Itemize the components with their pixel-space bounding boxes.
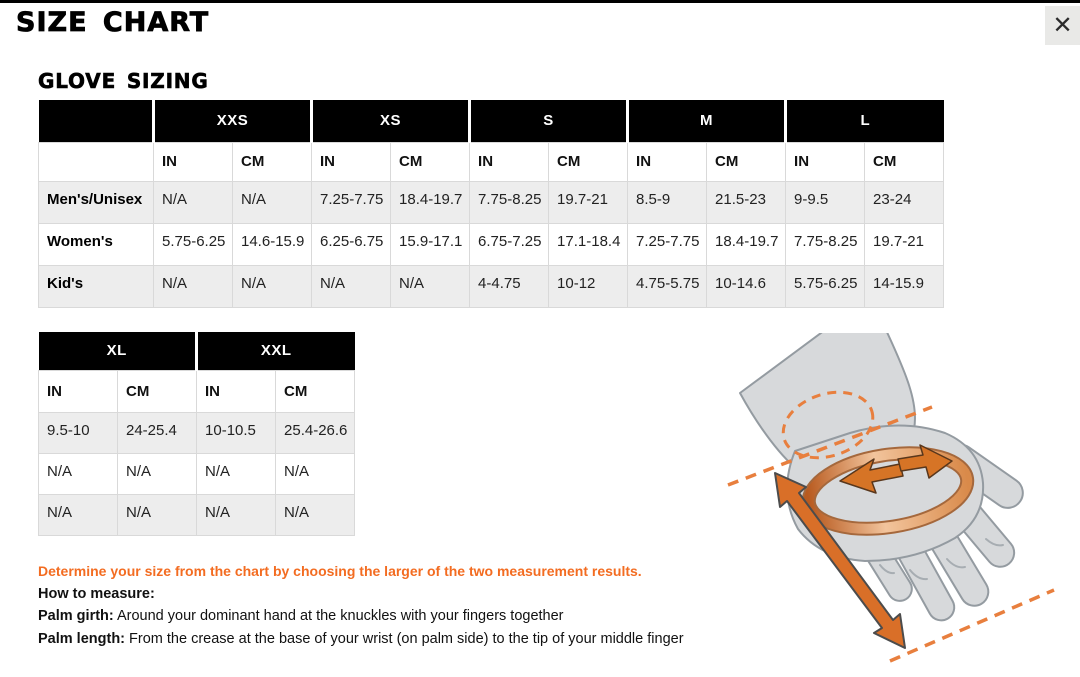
unit-header: CM — [391, 142, 470, 181]
unit-header: IN — [154, 142, 233, 181]
size-value: 6.75-7.25 — [470, 223, 549, 265]
size-value: N/A — [39, 453, 118, 494]
corner-cell — [39, 100, 154, 142]
close-icon: ✕ — [1052, 11, 1073, 39]
row-label: Kid's — [39, 265, 154, 307]
size-value: 10-14.6 — [707, 265, 786, 307]
size-value: 8.5-9 — [628, 181, 707, 223]
size-value: N/A — [154, 265, 233, 307]
size-value: 18.4-19.7 — [707, 223, 786, 265]
glove-size-table-main — [38, 100, 944, 308]
size-value: 10-10.5 — [197, 412, 276, 453]
glove-size-table-xl — [38, 332, 355, 536]
row-label: Women's — [39, 223, 154, 265]
size-value: 25.4-26.6 — [276, 412, 355, 453]
size-value: 5.75-6.25 — [786, 265, 865, 307]
hand-measurement-illustration — [700, 333, 1080, 677]
unit-header: IN — [312, 142, 391, 181]
size-header-row — [39, 100, 944, 142]
size-value: 7.25-7.75 — [628, 223, 707, 265]
unit-header: IN — [628, 142, 707, 181]
size-value: 14-15.9 — [865, 265, 944, 307]
how-to-measure-heading: How to measure: — [38, 585, 155, 602]
size-value: 9-9.5 — [786, 181, 865, 223]
size-value: 4-4.75 — [470, 265, 549, 307]
size-value: N/A — [118, 453, 197, 494]
size-value: 23-24 — [865, 181, 944, 223]
size-value: 24-25.4 — [118, 412, 197, 453]
size-value: 7.75-8.25 — [786, 223, 865, 265]
size-value: 4.75-5.75 — [628, 265, 707, 307]
size-value: 21.5-23 — [707, 181, 786, 223]
size-value: 6.25-6.75 — [312, 223, 391, 265]
size-value: N/A — [391, 265, 470, 307]
unit-header: CM — [865, 142, 944, 181]
size-header-xxs: XXS — [154, 100, 312, 142]
unit-header-row — [39, 142, 944, 181]
size-value: N/A — [39, 494, 118, 535]
size-value: 7.75-8.25 — [470, 181, 549, 223]
unit-header: CM — [276, 370, 355, 412]
unit-header-row — [39, 370, 355, 412]
size-value: N/A — [197, 453, 276, 494]
size-value: 19.7-21 — [549, 181, 628, 223]
unit-header: CM — [233, 142, 312, 181]
size-header-s: S — [470, 100, 628, 142]
table-row-kids-xl — [39, 494, 355, 535]
palm-length-text: From the crease at the base of your wrist (on palm side) to the tip of your middle finger — [125, 630, 684, 647]
row-label: Men's/Unisex — [39, 181, 154, 223]
size-value: 18.4-19.7 — [391, 181, 470, 223]
size-value: N/A — [197, 494, 276, 535]
size-value: N/A — [233, 265, 312, 307]
size-value: N/A — [276, 453, 355, 494]
size-value: 19.7-21 — [865, 223, 944, 265]
unit-header: CM — [118, 370, 197, 412]
size-value: N/A — [154, 181, 233, 223]
size-value: 5.75-6.25 — [154, 223, 233, 265]
unit-header: IN — [470, 142, 549, 181]
size-header-l: L — [786, 100, 944, 142]
size-header-m: M — [628, 100, 786, 142]
size-selection-note: Determine your size from the chart by choosing the larger of the two measurement results. — [38, 563, 642, 579]
size-header-xl: XL — [39, 332, 197, 370]
section-heading: GLOVE SIZING — [38, 69, 209, 93]
size-value: N/A — [118, 494, 197, 535]
palm-girth-text: Around your dominant hand at the knuckles with your fingers together — [113, 608, 564, 624]
size-header-row — [39, 332, 355, 370]
measure-instructions — [38, 560, 698, 650]
palm-length-instruction — [38, 628, 698, 651]
table-row-mens-xl — [39, 412, 355, 453]
unit-header: CM — [707, 142, 786, 181]
size-header-xxl: XXL — [197, 332, 355, 370]
unit-header: IN — [39, 370, 118, 412]
size-value: N/A — [312, 265, 391, 307]
palm-girth-label: Palm girth: — [38, 608, 114, 624]
size-value: 15.9-17.1 — [391, 223, 470, 265]
size-value: N/A — [233, 181, 312, 223]
unit-header: IN — [197, 370, 276, 412]
close-button[interactable] — [1045, 6, 1080, 45]
table-row-womens — [39, 223, 944, 265]
size-value: 7.25-7.75 — [312, 181, 391, 223]
unit-corner-cell — [39, 142, 154, 181]
size-value: 17.1-18.4 — [549, 223, 628, 265]
page-title: SIZE CHART — [16, 7, 210, 38]
size-header-xs: XS — [312, 100, 470, 142]
table-row-mens — [39, 181, 944, 223]
size-value: 9.5-10 — [39, 412, 118, 453]
size-value: 14.6-15.9 — [233, 223, 312, 265]
table-row-kids — [39, 265, 944, 307]
size-value: 10-12 — [549, 265, 628, 307]
unit-header: IN — [786, 142, 865, 181]
palm-length-label: Palm length: — [38, 630, 126, 647]
size-value: N/A — [276, 494, 355, 535]
unit-header: CM — [549, 142, 628, 181]
table-row-womens-xl — [39, 453, 355, 494]
palm-girth-instruction — [38, 605, 698, 628]
